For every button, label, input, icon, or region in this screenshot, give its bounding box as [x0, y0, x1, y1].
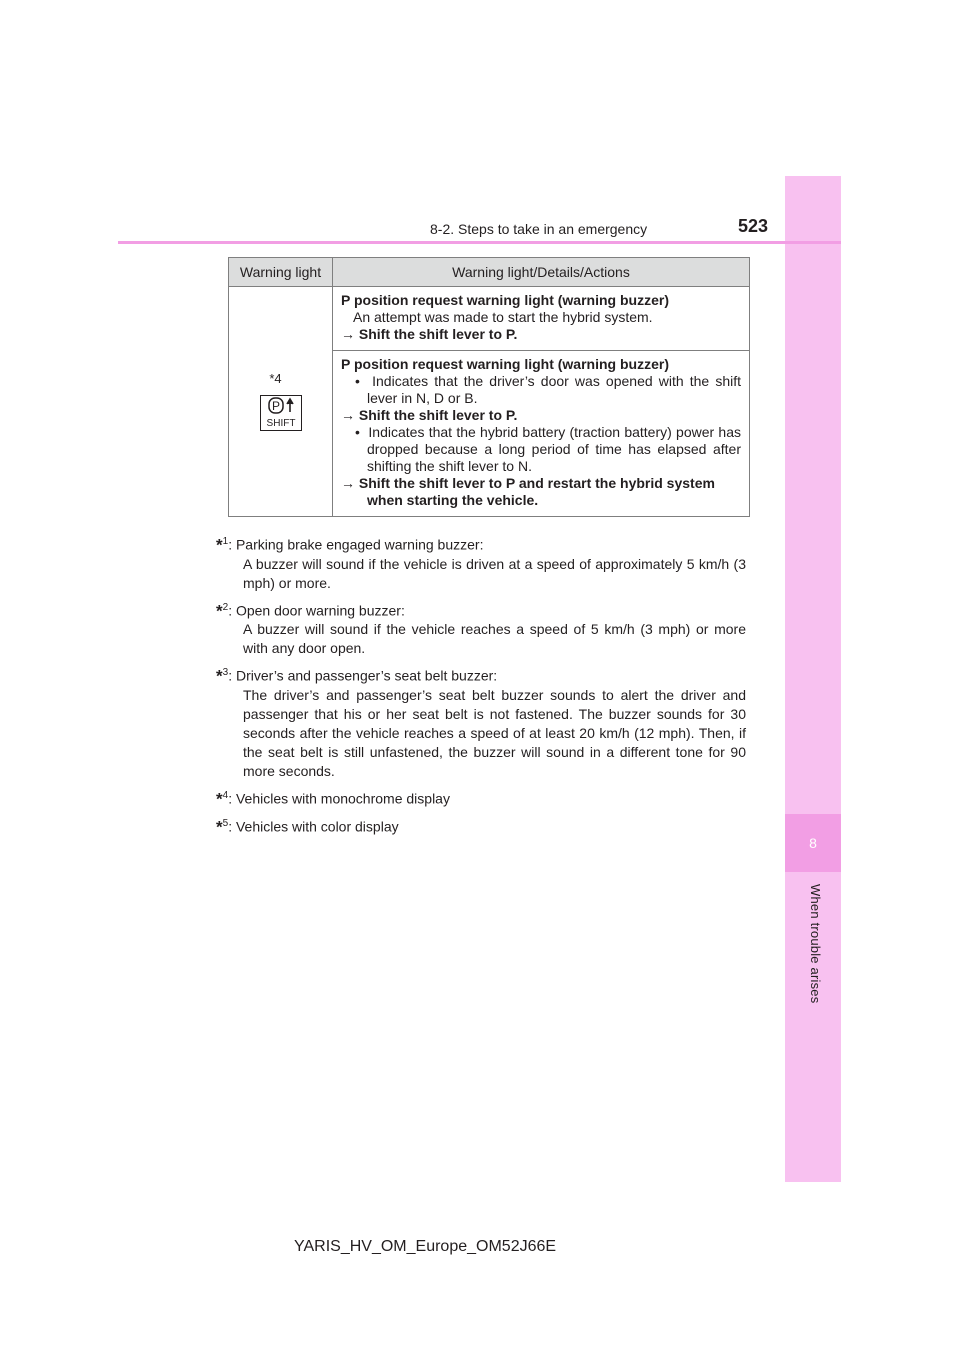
row2-action2-cont: when starting the vehicle. — [367, 492, 539, 508]
warning-light-cell — [229, 287, 333, 517]
chapter-number-tab[interactable]: 8 — [785, 814, 841, 872]
table-row — [229, 287, 750, 351]
footnote: *$^5$: Vehicles with color display — [216, 817, 399, 837]
row2-bullet1: • Indicates that the driver’s door was opened with the shift lever in N, D or B. — [355, 373, 741, 406]
arrow-icon: → — [341, 475, 355, 491]
page-number: 523 — [738, 216, 769, 236]
svg-text:P: P — [271, 398, 280, 413]
chapter-label: When trouble arises — [808, 884, 823, 1004]
table-header-row — [229, 258, 750, 287]
footnotes — [216, 532, 746, 841]
footnote: *$^1$: Parking brake engaged warning buzzer: A buzzer will sound if the vehicle is driven at a speed of approximately 5 km/h (3 mph) or more. — [216, 535, 746, 591]
footnote: *$^3$: Driver’s and passenger’s seat belt buzzer: The driver’s and passenger’s seat belt buzzer sounds to alert the driver and passenger that his or her seat belt is not fastened. The buzzer sounds for 30 seconds after the vehicle reaches a speed of at least 20 km/h (12 mph). Then, if the seat belt is still unfastened, the buzzer will sound in a different tone for 90 more seconds. — [216, 666, 746, 779]
arrow-icon: → — [341, 326, 355, 342]
column-header-warning-light: Warning light — [229, 258, 333, 287]
svg-text:SHIFT: SHIFT — [266, 417, 295, 429]
document-id: YARIS_HV_OM_Europe_OM52J66E — [294, 1238, 557, 1255]
row1-detail: An attempt was made to start the hybrid system. — [353, 309, 653, 325]
footnote: *$^4$: Vehicles with monochrome display — [216, 789, 450, 809]
header-rule — [118, 241, 841, 244]
row2-title: P position request warning light (warning buzzer) — [341, 356, 669, 372]
row2-action2: → Shift the shift lever to P and restart the hybrid system — [341, 475, 715, 491]
row1-details — [333, 287, 750, 351]
column-header-details: Warning light/Details/Actions — [333, 258, 750, 287]
section-title: 8-2. Steps to take in an emergency — [430, 221, 648, 237]
p-shift-icon — [260, 395, 302, 431]
row2-action1: → Shift the shift lever to P. — [341, 407, 518, 423]
row2-details — [333, 351, 750, 517]
icon-footnote-ref: *4 — [269, 370, 282, 386]
warning-light-table — [228, 257, 750, 517]
row1-action: → Shift the shift lever to P. — [341, 326, 518, 342]
chapter-side-band — [785, 176, 841, 1182]
footnote: *$^2$: Open door warning buzzer: A buzzer will sound if the vehicle reaches a speed of 5 km/h (3 mph) or more with any door open. — [216, 601, 746, 657]
arrow-icon: → — [341, 407, 355, 423]
row1-title: P position request warning light (warning buzzer) — [341, 292, 669, 308]
row2-bullet2: • Indicates that the hybrid battery (traction battery) power has dropped because a long period of time has elapsed after shifting the shift lever to N. — [355, 424, 741, 474]
